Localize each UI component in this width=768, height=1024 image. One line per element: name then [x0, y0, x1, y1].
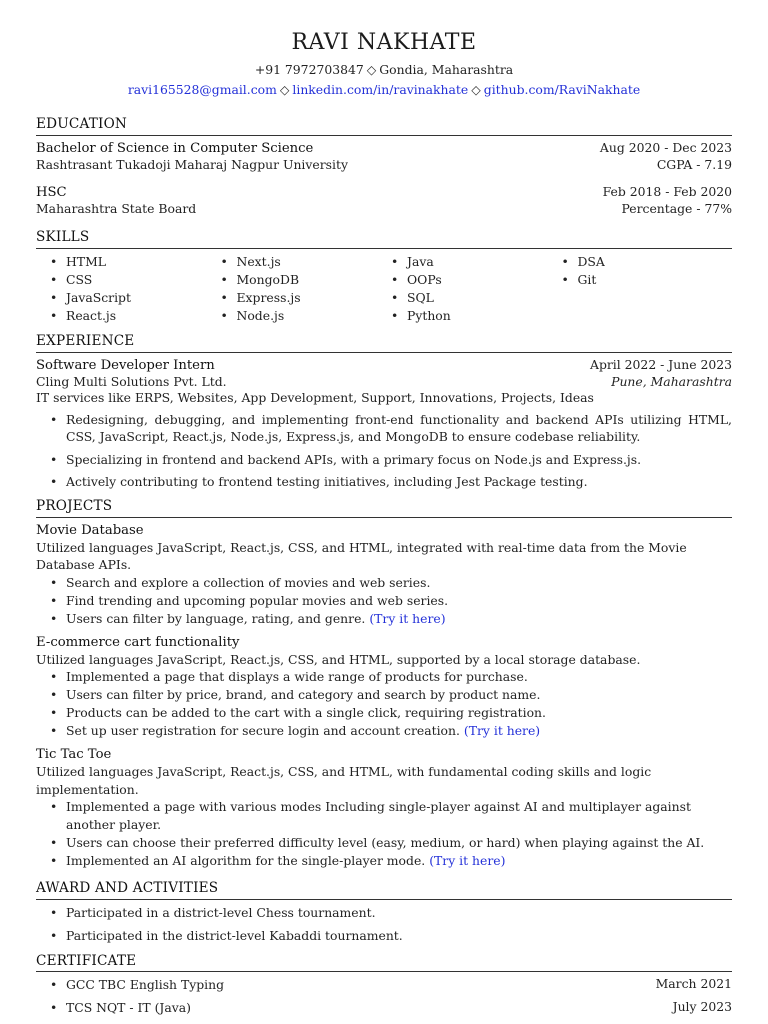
skill-item: • JavaScript — [50, 289, 221, 307]
section-heading-experience: EXPERIENCE — [36, 333, 732, 353]
try-it-here-link[interactable]: (Try it here) — [429, 853, 506, 869]
try-it-here-link[interactable]: (Try it here) — [369, 610, 446, 626]
certificate-section — [36, 953, 732, 1018]
section-heading-skills: SKILLS — [36, 229, 732, 249]
certificate-date: March 2021 — [655, 976, 732, 992]
location: Gondia, Maharashtra — [379, 62, 514, 78]
project-bullet: • Search and explore a collection of movies and web series. — [50, 574, 732, 592]
education-item — [36, 140, 732, 174]
separator-diamond: ◇ — [366, 62, 377, 78]
certificate-date: July 2023 — [672, 999, 732, 1015]
projects-section — [36, 498, 732, 870]
project-bullet-text: Set up user registration for secure login and account creation. — [66, 723, 460, 739]
skill-item: • OOPs — [391, 271, 562, 289]
skill-item: • Express.js — [221, 289, 392, 307]
awards-section — [36, 880, 732, 945]
skill-item: • Node.js — [221, 307, 392, 325]
certificate-name: • TCS NQT - IT (Java) — [50, 999, 191, 1017]
project-title: Tic Tac Toe — [36, 747, 112, 763]
award-item: • Participated in the district-level Kabaddi tournament. — [50, 927, 732, 945]
company-summary: IT services like ERPS, Websites, App Development, Support, Innovations, Projects, Ideas — [36, 390, 594, 406]
project-bullets — [36, 574, 732, 628]
education-score: CGPA - 7.19 — [656, 157, 732, 173]
experience-bullet: • Redesigning, debugging, and implementing front-end functionality and backend APIs utilizing HTML, CSS, JavaScript, React.js, Node.js, Express.js, and MongoDB to ensure codebase reliability. — [50, 411, 732, 446]
skill-item: • Next.js — [221, 253, 392, 271]
skills-column — [50, 253, 221, 325]
skill-item: • Python — [391, 307, 562, 325]
project-description: Utilized languages JavaScript, React.js, CSS, and HTML, with fundamental coding skills and logic implementation. — [36, 764, 652, 797]
try-it-here-link[interactable]: (Try it here) — [463, 723, 541, 739]
company-name: Cling Multi Solutions Pvt. Ltd. — [36, 374, 227, 390]
github-link[interactable]: github.com/RaviNakhate — [483, 82, 641, 98]
certificate-name: • GCC TBC English Typing — [50, 976, 224, 994]
job-role: Software Developer Intern — [36, 357, 215, 373]
section-heading-projects: PROJECTS — [36, 498, 732, 518]
project-bullet-text: Users can filter by language, rating, and genre. — [66, 610, 366, 626]
project-bullet-text: Implemented an AI algorithm for the single-player mode. — [66, 853, 426, 869]
education-dates: Feb 2018 - Feb 2020 — [602, 183, 732, 199]
project-description: Utilized languages JavaScript, React.js, CSS, and HTML, integrated with real-time data from the Movie Database APIs. — [36, 540, 687, 573]
certificate-item — [50, 999, 732, 1017]
project-bullet — [50, 852, 732, 870]
section-heading-education: EDUCATION — [36, 116, 732, 136]
resume-header — [36, 30, 732, 100]
experience-bullet: • Specializing in frontend and backend APIs, with a primary focus on Node.js and Express.js. — [50, 451, 732, 468]
skill-item: • SQL — [391, 289, 562, 307]
skills-column — [562, 253, 733, 325]
section-heading-certificate: CERTIFICATE — [36, 953, 732, 973]
separator-diamond: ◇ — [471, 82, 481, 98]
project-bullet: • Users can choose their preferred difficulty level (easy, medium, or hard) when playing against the AI. — [50, 834, 732, 852]
section-heading-awards: AWARD AND ACTIVITIES — [36, 880, 732, 900]
education-item — [36, 184, 732, 218]
skill-item: • CSS — [50, 271, 221, 289]
project-description: Utilized languages JavaScript, React.js, CSS, and HTML, supported by a local storage database. — [36, 651, 641, 667]
institution-name: Rashtrasant Tukadoji Maharaj Nagpur University — [36, 157, 348, 173]
skill-item: • React.js — [50, 307, 221, 325]
skills-section — [36, 229, 732, 325]
education-score: Percentage - 77% — [621, 200, 732, 216]
project-bullets — [36, 798, 732, 870]
contact-line-2 — [36, 80, 732, 100]
skill-item: • Java — [391, 253, 562, 271]
skills-grid — [36, 253, 732, 325]
email-link[interactable]: ravi165528@gmail.com — [127, 82, 277, 98]
project-bullet: • Implemented a page that displays a wide range of products for purchase. — [50, 668, 732, 686]
job-location: Pune, Maharashtra — [611, 374, 732, 390]
project-item — [36, 634, 732, 740]
awards-list — [36, 904, 732, 945]
education-dates: Aug 2020 - Dec 2023 — [599, 139, 732, 155]
contact-line-1 — [36, 60, 732, 80]
degree-name: HSC — [36, 184, 67, 200]
award-item: • Participated in a district-level Chess tournament. — [50, 904, 732, 922]
project-item — [36, 746, 732, 870]
experience-section — [36, 333, 732, 490]
project-bullet — [50, 610, 732, 628]
skill-item: • Git — [562, 271, 733, 289]
job-dates: April 2022 - June 2023 — [590, 356, 732, 372]
skills-column — [221, 253, 392, 325]
certificate-item — [50, 976, 732, 994]
skill-item: • HTML — [50, 253, 221, 271]
degree-name: Bachelor of Science in Computer Science — [36, 140, 314, 156]
project-bullet — [50, 722, 732, 740]
separator-diamond: ◇ — [279, 82, 290, 98]
project-title: E-commerce cart functionality — [36, 634, 240, 650]
linkedin-link[interactable]: linkedin.com/in/ravinakhate — [292, 82, 469, 98]
education-section — [36, 116, 732, 217]
project-bullet: • Find trending and upcoming popular movies and web series. — [50, 592, 732, 610]
skill-item: • MongoDB — [221, 271, 392, 289]
candidate-name: RAVI NAKHATE — [291, 30, 477, 55]
skill-item: • DSA — [562, 253, 733, 271]
project-title: Movie Database — [36, 522, 144, 538]
project-item — [36, 522, 732, 628]
experience-bullet: • Actively contributing to frontend testing initiatives, including Jest Package testing. — [50, 473, 732, 490]
phone-number: +91 7972703847 — [254, 62, 364, 78]
project-bullet: • Users can filter by price, brand, and category and search by product name. — [50, 686, 732, 704]
institution-name: Maharashtra State Board — [36, 200, 197, 216]
project-bullet: • Implemented a page with various modes Including single-player against AI and multiplayer against another player. — [50, 798, 732, 834]
project-bullets — [36, 668, 732, 740]
project-bullet: • Products can be added to the cart with a single click, requiring registration. — [50, 704, 732, 722]
skills-column — [391, 253, 562, 325]
certificate-list — [36, 976, 732, 1017]
experience-bullets — [36, 411, 732, 490]
